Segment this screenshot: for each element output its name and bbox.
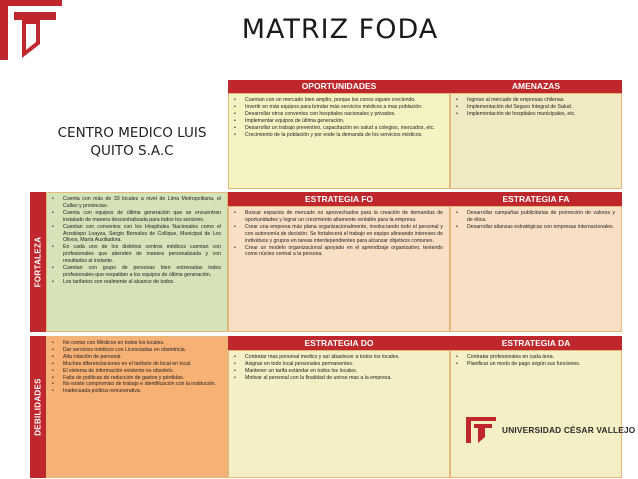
estrategia-do-box: [228, 350, 450, 478]
list-item: • Desarrollar campañas publicitarias de promoción de valores y de ética.: [455, 210, 615, 224]
list-item: • Mantener un tarifa estándar en todos los locales.: [233, 368, 443, 375]
debilidades-box: [46, 336, 228, 478]
list-item: • Contratar mas personal medico y así abastecer a todos los locales.: [233, 354, 443, 361]
side-label-debilidades: [30, 336, 46, 478]
list-item: • Motivar al personal con la finalidad de unirse mas a la empresa.: [233, 375, 443, 382]
header-estrategia-do: ESTRATEGIA DO: [228, 336, 450, 350]
list-item: • Contratar profesionales en cada área.: [455, 354, 615, 361]
oportunidades-box: [228, 93, 450, 189]
list-item: • Alta rotación de personal.: [51, 354, 221, 361]
header-amenazas: AMENAZAS: [450, 80, 622, 93]
list-item: • Cuentan con convenios con los Hospitales Nacionales como el Arzobispo Loayza, Sergio Bernales de Collique, Municipal de Los Olivos, María Auxiliadora.: [51, 224, 221, 245]
header-estrategia-da: ESTRATEGIA DA: [450, 336, 622, 350]
list-item: • Implementación del Seguro Integral de Salud.: [455, 104, 615, 111]
list-item: • Asignar en todo local personales permanentes.: [233, 361, 443, 368]
page-title: MATRIZ FODA: [241, 14, 439, 45]
list-item: • Crear una empresa más plana organizacionalmente, involucrando todo el personal y con autonomía de decisión. Se fortalecerá el trabajo en equipo alineando intereses de individuos y grupos en tareas interdependientes para alcanzar objetivos comunes.: [233, 224, 443, 245]
estrategia-fa-box: [450, 206, 622, 332]
list-item: • Desarrollar un trabajo preventivo, capacitación en salud a colegios, mercados, etc.: [233, 125, 443, 132]
fortalezas-box: [46, 192, 228, 332]
university-crest-icon: [466, 417, 496, 443]
list-item: • Cuenta con equipos de última generación que se encuentran instalado de manera descentralizada para todos los sectores.: [51, 210, 221, 224]
list-item: • Crecimiento de la población y por ende la demanda de los servicios médicos.: [233, 132, 443, 139]
list-item: • Cuenta con más de 33 locales a nivel de Lima Metropolitana, el Callao y provincias.: [51, 196, 221, 210]
estrategia-da-box: [450, 350, 622, 478]
fortaleza-label: FORTALEZA: [33, 236, 43, 288]
company-name: CENTRO MEDICO LUIS QUITO S.A.C: [57, 125, 207, 159]
list-item: • Ingreso al mercado de empresas chilenas.: [455, 97, 615, 104]
list-item: • Crear un modelo organizacional apoyado en el aprendizaje organizativo, teniendo como núcleo central a la persona.: [233, 245, 443, 259]
list-item: • El sistema de información existente es obsoleto.: [51, 368, 221, 375]
list-item: • Muchas diferenciaciones en el tarifario de local en local.: [51, 361, 221, 368]
list-item: • Invertir en más equipos para brindar más servicios médicos a mas población.: [233, 104, 443, 111]
list-item: • Los tarifarios son realmente al alcance de todos.: [51, 279, 221, 286]
list-item: • Desarrollar otros convenios con hospitales nacionales y privados.: [233, 111, 443, 118]
list-item: • Desarrollar alianzas estratégicas con empresas internacionales.: [455, 224, 615, 231]
list-item: • Falta de políticas de reducción de gastos y pérdidas.: [51, 375, 221, 382]
university-name: UNIVERSIDAD CÉSAR VALLEJO: [502, 425, 636, 435]
list-item: • Cuentan con grupo de personas bien entrenadas todos profesionales que respaldan a los equipos de última generación.: [51, 265, 221, 279]
list-item: • En cada uno de los distintos centros médicos cuentan con profesionales que atienden de manera personalizada y con resultados al instante.: [51, 244, 221, 265]
list-item: • Buscar espacios de mercado no aprovechados para la creación de demandas de oportunidades y lograr un crecimiento altamente rentable para la empresa.: [233, 210, 443, 224]
list-item: • No existe compromiso de trabajo e identificación con la institución.: [51, 381, 221, 388]
list-item: • Inadecuada política remunerativa.: [51, 388, 221, 395]
list-item: • No contar con Médicos en todos los locales.: [51, 340, 221, 347]
list-item: • Dar servicios médicos con Licenciadas en obstetricia.: [51, 347, 221, 354]
university-brand: [466, 416, 636, 444]
list-item: • Cuentan con un mercado bien amplio, porque los conos siguen creciendo.: [233, 97, 443, 104]
estrategia-fo-box: [228, 206, 450, 332]
header-estrategia-fa: ESTRATEGIA FA: [450, 192, 622, 206]
university-logo-icon: [0, 0, 70, 60]
list-item: • Implementación de hospitales municipales, etc.: [455, 111, 615, 118]
header-estrategia-fo: ESTRATEGIA FO: [228, 192, 450, 206]
side-label-fortaleza: [30, 192, 46, 332]
debilidades-label: DEBILIDADES: [33, 378, 43, 436]
list-item: • Implementar equipos de última generación.: [233, 118, 443, 125]
header-oportunidades: OPORTUNIDADES: [228, 80, 450, 93]
list-item: • Planificar un modo de pago según sus funciones.: [455, 361, 615, 368]
amenazas-box: [450, 93, 622, 189]
